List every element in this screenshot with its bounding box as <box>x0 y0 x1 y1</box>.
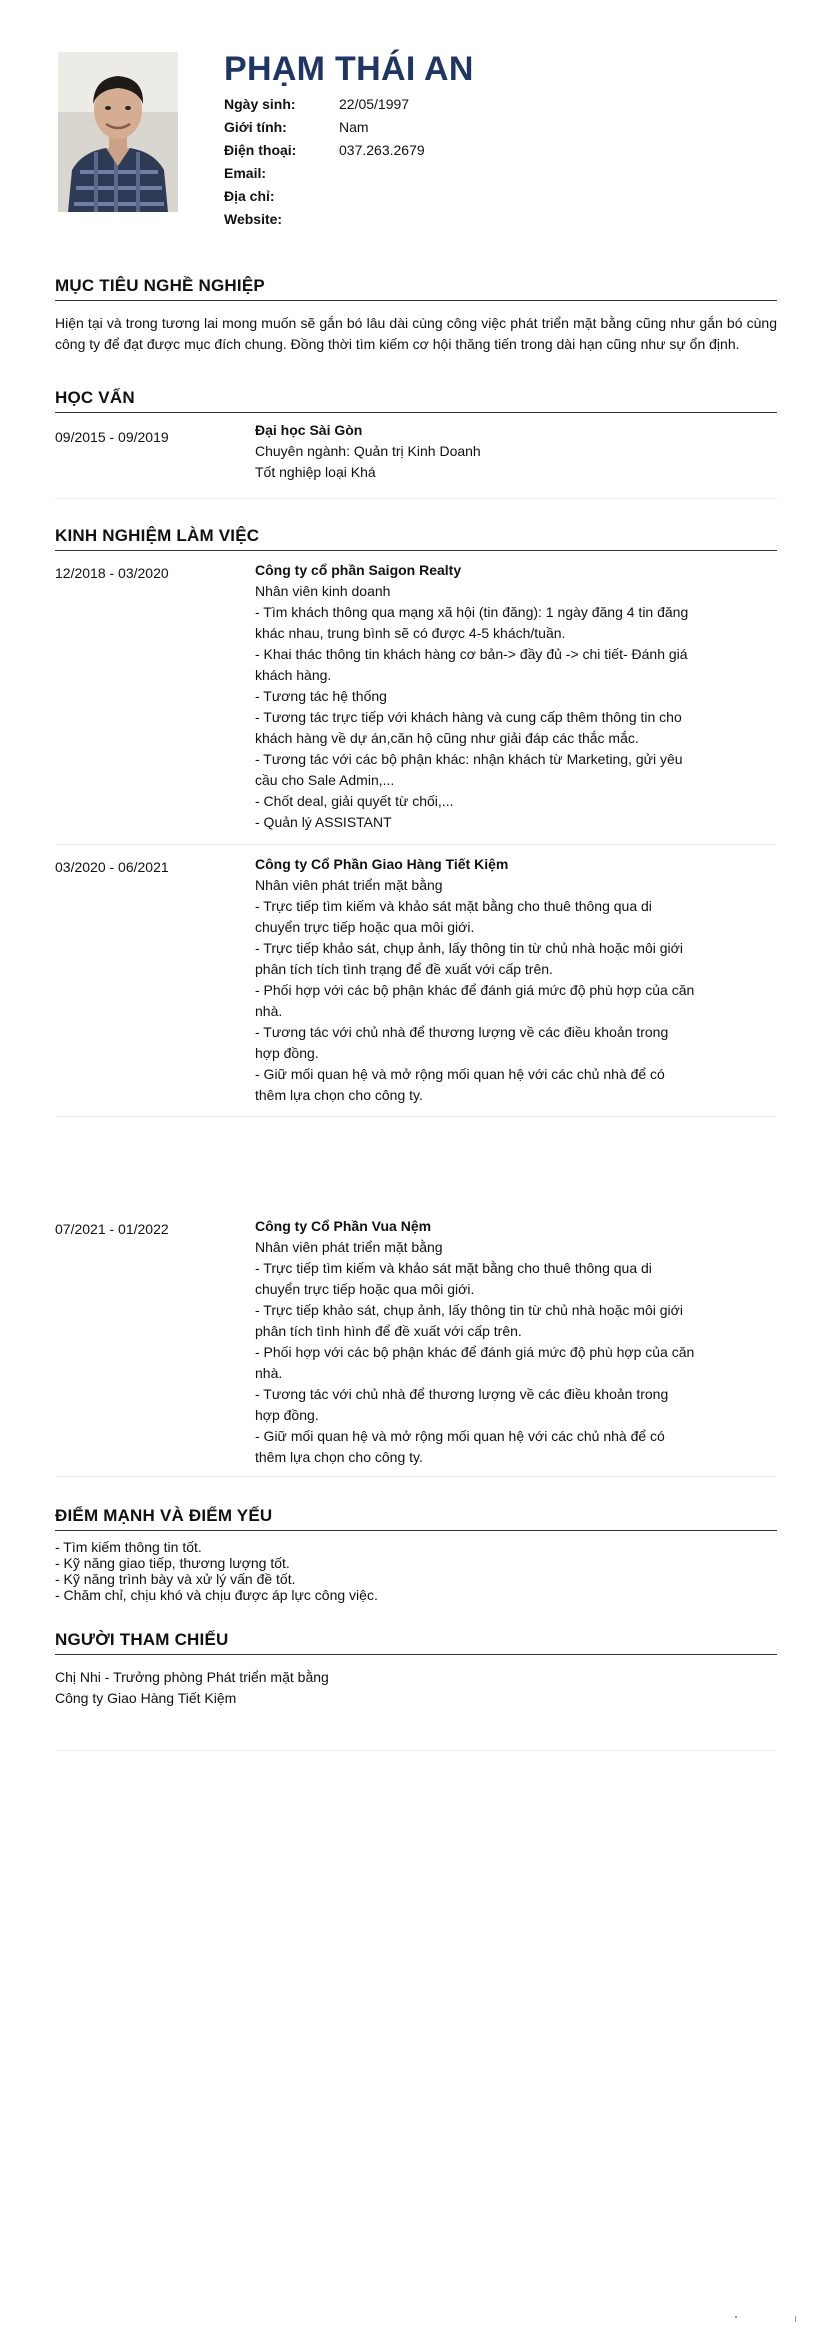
entry-date: 12/2018 - 03/2020 <box>55 565 169 581</box>
company-name: Công ty Cổ Phần Vua Nệm <box>255 1218 432 1234</box>
objective-text: Hiện tại và trong tương lai mong muốn sẽ gắn bó lâu dài cùng công việc phát triển mặt bằng cũng như gắn bó cùng công ty để đạt được mục đích chung. Đồng thời tìm kiếm cơ hội thăng tiến trong dài hạn cũng như sự ổn định. <box>55 315 777 352</box>
experience-entry <box>55 551 777 845</box>
entry-line: - Trực tiếp khảo sát, chụp ảnh, lấy thông tin từ chủ nhà hoặc môi giới phân tích tình hình để đề xuất với cấp trên. <box>255 1302 683 1339</box>
info-row-phone <box>224 140 425 163</box>
info-row-gender <box>224 117 425 140</box>
school-name: Đại học Sài Gòn <box>255 422 363 438</box>
section-objective <box>55 276 777 355</box>
phone-value: 037.263.2679 <box>339 142 425 158</box>
section-title: NGƯỜI THAM CHIẾU <box>55 1630 777 1655</box>
entry-date: 07/2021 - 01/2022 <box>55 1221 169 1237</box>
birthdate-value: 22/05/1997 <box>339 96 410 112</box>
section-references <box>55 1630 777 1751</box>
list-item: - Chăm chỉ, chịu khó và chịu được áp lực công việc. <box>55 1587 378 1603</box>
strengths-list <box>55 1539 777 1603</box>
section-title: HỌC VẤN <box>55 388 777 413</box>
entry-line: - Tìm khách thông qua mạng xã hội (tin đăng): 1 ngày đăng 4 tin đăng khác nhau, trung bình sẽ có được 4-5 khách/tuần. <box>255 604 689 641</box>
info-label: Địa chỉ: <box>224 188 275 204</box>
company-name: Công ty Cổ Phần Giao Hàng Tiết Kiệm <box>255 856 509 872</box>
job-title: Nhân viên phát triển mặt bằng <box>255 1239 443 1255</box>
company-name: Công ty cổ phần Saigon Realty <box>255 562 462 578</box>
candidate-name: PHẠM THÁI AN <box>224 50 474 88</box>
info-label: Điện thoại: <box>224 142 297 158</box>
entry-line: - Trực tiếp tìm kiếm và khảo sát mặt bằng cho thuê thông qua di chuyển trực tiếp hoặc qua môi giới. <box>255 898 652 935</box>
reference-line: Chị Nhi - Trưởng phòng Phát triển mặt bằng <box>55 1669 329 1685</box>
entry-line: - Phối hợp với các bộ phận khác để đánh giá mức độ phù hợp của căn nhà. <box>255 982 695 1019</box>
footer-marks <box>735 2316 805 2326</box>
entry-body <box>255 1207 695 1477</box>
list-item: - Kỹ năng giao tiếp, thương lượng tốt. <box>55 1555 290 1571</box>
gender-value: Nam <box>339 119 369 135</box>
job-title: Nhân viên kinh doanh <box>255 583 391 599</box>
entry-date: 09/2015 - 09/2019 <box>55 429 169 445</box>
reference-line: Công ty Giao Hàng Tiết Kiệm <box>55 1690 237 1706</box>
entry-line: - Tương tác với chủ nhà để thương lượng về các điều khoản trong hợp đồng. <box>255 1386 669 1423</box>
profile-header <box>55 52 775 242</box>
info-row-address <box>224 186 425 209</box>
profile-photo <box>58 52 178 212</box>
info-label: Ngày sinh: <box>224 96 296 112</box>
entry-line: Tốt nghiệp loại Khá <box>255 464 376 480</box>
info-label: Website: <box>224 211 283 227</box>
entry-line: - Tương tác trực tiếp với khách hàng và cung cấp thêm thông tin cho khách hàng về dự án,căn hộ cũng như giải đáp các thắc mắc. <box>255 709 682 746</box>
entry-line: - Phối hợp với các bộ phận khác để đánh giá mức độ phù hợp của căn nhà. <box>255 1344 695 1381</box>
experience-entry <box>55 845 777 1117</box>
entry-line: - Giữ mối quan hệ và mở rộng mối quan hệ với các chủ nhà để có thêm lựa chọn cho công ty. <box>255 1066 665 1103</box>
experience-entry <box>55 1207 777 1477</box>
info-label: Email: <box>224 165 267 181</box>
page-break-gap <box>55 1117 777 1207</box>
job-title: Nhân viên phát triển mặt bằng <box>255 877 443 893</box>
entry-line: - Khai thác thông tin khách hàng cơ bản-> đầy đủ -> chi tiết- Đánh giá khách hàng. <box>255 646 688 683</box>
info-row-birthdate <box>224 94 425 117</box>
person-portrait-icon <box>58 52 178 212</box>
entry-line: - Trực tiếp tìm kiếm và khảo sát mặt bằng cho thuê thông qua di chuyển trực tiếp hoặc qua môi giới. <box>255 1260 652 1297</box>
info-row-email <box>224 163 425 186</box>
entry-body <box>255 551 695 842</box>
education-entry <box>55 413 777 499</box>
section-title: MỤC TIÊU NGHỀ NGHIỆP <box>55 276 777 301</box>
info-row-website <box>224 209 425 232</box>
section-title: KINH NGHIỆM LÀM VIỆC <box>55 526 777 551</box>
entry-line: - Tương tác hệ thống <box>255 688 387 704</box>
entry-line: - Tương tác với các bộ phận khác: nhận khách từ Marketing, gửi yêu cầu cho Sale Admin,... <box>255 751 683 788</box>
entry-date: 03/2020 - 06/2021 <box>55 859 169 875</box>
info-label: Giới tính: <box>224 119 287 135</box>
list-item: - Kỹ năng trình bày và xử lý vấn đề tốt. <box>55 1571 296 1587</box>
entry-line: Chuyên ngành: Quản trị Kinh Doanh <box>255 443 481 459</box>
entry-line: - Chốt deal, giải quyết từ chối,... <box>255 793 454 809</box>
entry-line: - Tương tác với chủ nhà để thương lượng về các điều khoản trong hợp đồng. <box>255 1024 669 1061</box>
section-education <box>55 388 777 499</box>
entry-line: - Trực tiếp khảo sát, chụp ảnh, lấy thông tin từ chủ nhà hoặc môi giới phân tích tích tình trạng để đề xuất với cấp trên. <box>255 940 683 977</box>
entry-line: - Quản lý ASSISTANT <box>255 814 392 830</box>
section-title: ĐIỂM MẠNH VÀ ĐIỂM YẾU <box>55 1506 777 1531</box>
references-list <box>55 1667 777 1751</box>
entry-line: - Giữ mối quan hệ và mở rộng mối quan hệ với các chủ nhà để có thêm lựa chọn cho công ty. <box>255 1428 665 1465</box>
section-experience <box>55 526 777 1477</box>
entry-body <box>255 413 695 492</box>
list-item: - Tìm kiếm thông tin tốt. <box>55 1539 202 1555</box>
section-strengths <box>55 1506 777 1603</box>
entry-body <box>255 845 695 1115</box>
personal-info <box>224 94 425 232</box>
